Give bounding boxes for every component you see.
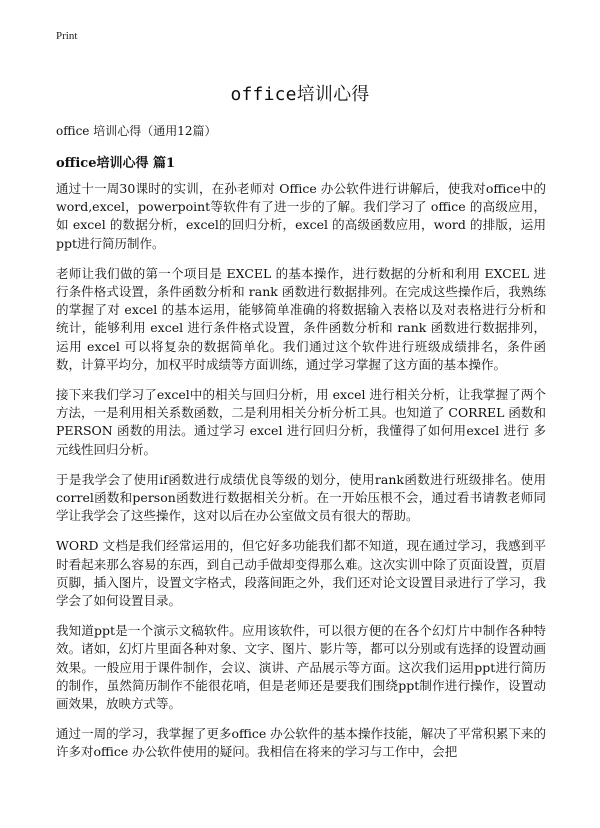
paragraph-6: 我知道ppt是一个演示文稿软件。应用该软件，可以很方便的在各个幻灯片中制作各种特效。诸如，幻灯片里面各种对象、文字、图片、影片等，都可以分别或有选择的设置动画效果。一般应用于课件制作，会议、演讲、产品展示等方面。这次我们运用ppt进行简历的制作，虽然简历制作不能很花哨，但是老师还是要我们围绕ppt制作进行操作，设置动画效果，放映方式等。 xyxy=(56,623,546,712)
paragraph-1: 通过十一周30课时的实训，在孙老师对 Office 办公软件进行讲解后，使我对office中的word,excel，powerpoint等软件有了进一步的了解。我们学习了 office 的高级应用，如 excel 的数据分析，excel的回归分析，excel 的高级函数应用，word 的排版，运用ppt进行简历制作。 xyxy=(56,181,546,251)
document-title: office培训心得 xyxy=(230,84,370,105)
document-body xyxy=(56,180,546,774)
paragraph-5: WORD 文档是我们经常运用的，但它好多功能我们都不知道，现在通过学习，我感到平时看起来那么容易的东西，到自己动手做却变得那么难。这次实训中除了页面设置，页眉页脚，插入图片，设置文字格式，段落间距之外，我们还对论文设置目录进行了学习，我学会了如何设置目录。 xyxy=(56,538,546,609)
paragraph-7: 通过一周的学习，我掌握了更多office 办公软件的基本操作技能，解决了平常积累下来的许多对office 办公软件使用的疑问。我相信在将来的学习与工作中，会把 xyxy=(56,726,546,760)
paragraph-2: 老师让我们做的第一个项目是 EXCEL 的基本操作，进行数据的分析和利用 EXCEL 进行条件格式设置，条件函数分析和 rank 函数进行数据排列。在完成这些操作后，我熟练的掌握了对 excel 的基本运用，能够简单准确的将数据输入表格以及对表格进行分析和统计，能够利用 excel 进行条件格式设置，条件函数分析和 rank 函数进行数据排列，运用 excel 可以将复杂的数据简单化。我们通过这个软件进行班级成绩排名，条件函数，计算平均分，加权平时成绩等方面训练，通过学习掌握了这方面的基本操作。 xyxy=(56,265,546,372)
paragraph-4: 于是我学会了使用if函数进行成绩优良等级的划分，使用rank函数进行班级排名。使用correl函数和person函数进行数据相关分析。在一开始压根不会，通过看书请教老师同学让我学会了这些操作，这对以后在办公室做文员有很大的帮助。 xyxy=(56,471,546,524)
print-label: Print xyxy=(56,30,78,42)
paragraph-3: 接下来我们学习了excel中的相关与回归分析，用 excel 进行相关分析，让我掌握了两个方法，一是利用相关系数函数，二是利用相关分析分析工具。也知道了 CORREL 函数和 PERSON 函数的用法。通过学习 excel 进行回归分析，我懂得了如何用excel 进行 多元线性回归分析。 xyxy=(56,387,546,457)
document-subtitle: office 培训心得（通用12篇） xyxy=(56,124,217,138)
section-heading: office培训心得 篇1 xyxy=(56,156,176,171)
